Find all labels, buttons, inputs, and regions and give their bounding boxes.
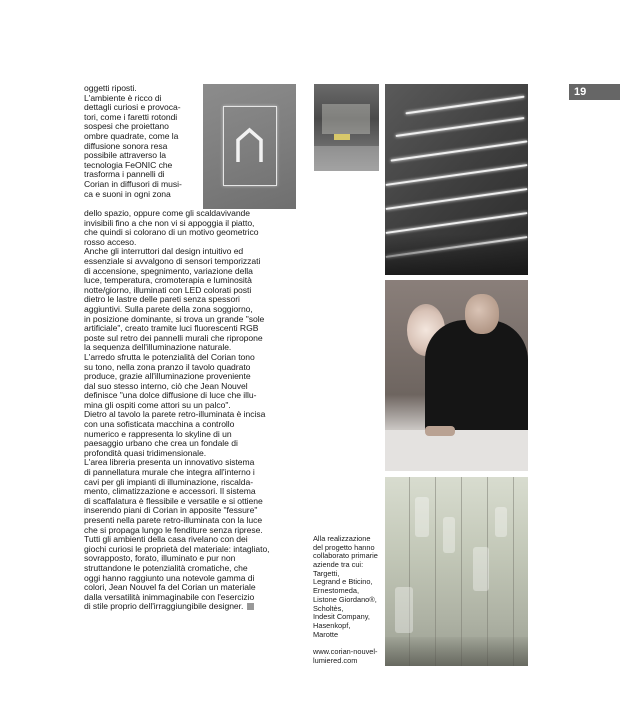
caption-line: Legrand e Bticino, <box>313 577 373 587</box>
text-line: notte/giorno, illuminati con LED colorati posti <box>84 284 252 295</box>
text-line: struttandone le potenzialità cromatiche, che <box>84 562 248 573</box>
text-line: dal suo stesso interno, ciò che Jean Nouvel <box>84 380 248 391</box>
text-line: con una sofisticata macchina a controllo <box>84 419 235 430</box>
text-line: essenziale si avvalgono di sensori temporizzati <box>84 255 261 266</box>
caption-line: Marotte <box>313 629 339 639</box>
text-line: ca e suoni in ogni zona <box>84 188 171 199</box>
body-text-full <box>84 209 270 612</box>
caption-line: aziende tra cui: <box>313 560 364 570</box>
text-line: ombre quadrate, come la <box>84 130 179 141</box>
backlit-wall-photo <box>385 477 528 666</box>
text-line: mento, climatizzazione e accessori. Il sistema <box>84 486 256 497</box>
text-line: che quindi si colorano di un motivo geometrico <box>84 227 259 238</box>
text-line: paesaggio urbano che crea un fondale di <box>84 438 238 449</box>
caption-line: Ernestomeda, <box>313 586 360 596</box>
text-line: di pannellatura murale che integra all'interno i <box>84 467 255 478</box>
text-line: di stile proprio dell'irraggiungibile designer. <box>84 601 244 612</box>
text-line: colori, Jean Nouvel fa del Corian un materiale <box>84 582 256 593</box>
caption-url-line[interactable]: www.corian-nouvel- <box>313 646 378 656</box>
text-line: L'area libreria presenta un innovativo sistema <box>84 457 255 468</box>
text-line: poste sul retro dei pannelli murali che ripropone <box>84 332 263 343</box>
caption-line: del progetto hanno <box>313 542 375 552</box>
text-line: di scaffalatura è flessibile e versatile e si ottiene <box>84 495 263 506</box>
text-line: Dietro al tavolo la parete retro-illuminata è incisa <box>84 409 266 420</box>
end-of-article-marker <box>247 603 254 610</box>
text-line: invisibili fino a che non vi si appoggia il piatto, <box>84 217 255 228</box>
text-line: Tutti gli ambienti della casa rivelano con dei <box>84 534 248 545</box>
illuminated-shelves-photo <box>385 84 528 275</box>
text-line: sovrapposto, forato, illuminato e pur non <box>84 553 236 564</box>
figure-body <box>425 320 528 440</box>
text-line: inserendo piani di Corian in apposite "fessure" <box>84 505 258 516</box>
caption-line: Scholtès, <box>313 603 344 613</box>
text-line: diffusione sonora resa <box>84 140 168 151</box>
text-line: dettagli curiosi e provoca- <box>84 102 181 113</box>
text-line: possibile attraverso la <box>84 150 166 161</box>
text-line: oggetti riposti. <box>84 83 137 93</box>
text-line: tecnologia FeONIC che <box>84 159 173 170</box>
text-line: dietro le lastre delle pareti senza spessori <box>84 294 240 305</box>
interior-small-photo <box>314 84 379 171</box>
last-text-line <box>84 602 270 612</box>
text-line: luce, temperatura, cromoterapia e luminosità <box>84 275 252 286</box>
caption-line: Alla realizzazione <box>313 534 371 543</box>
text-line: sospesi che proiettano <box>84 121 169 132</box>
text-line: profondità quasi tridimensionale. <box>84 447 207 458</box>
text-line: tori, come i faretti rotondi <box>84 111 178 122</box>
text-line: numerico e rappresenta lo skyline di un <box>84 428 232 439</box>
text-line: su tono, nella zona pranzo il tavolo quadrato <box>84 361 251 372</box>
caption-line: Indesit Company, <box>313 612 370 622</box>
text-line: cavi per gli impianti di illuminazione, riscalda- <box>84 476 254 487</box>
credits-caption <box>313 535 378 665</box>
text-line: dello spazio, oppure come gli scaldavivande <box>84 208 251 218</box>
text-line: L'ambiente è ricco di <box>84 92 162 103</box>
text-line: dalla versatilità inimmaginabile con l'esercizio <box>84 591 255 602</box>
text-line: presenti nella parete retro-illuminata con la luce <box>84 515 263 525</box>
text-line: definisce "una dolce diffusione di luce che illu- <box>84 390 257 401</box>
text-line: produce, grazie all'illuminazione proveniente <box>84 371 251 382</box>
text-line: mina gli ospiti come attori su un palco". <box>84 399 231 410</box>
text-line: Anche gli interruttori dal design intuitivo ed <box>84 246 244 257</box>
text-line: la sequenza dell'illuminazione naturale. <box>84 342 232 353</box>
house-outline-icon <box>234 126 265 164</box>
caption-line: Targetti, <box>313 568 340 578</box>
text-line: rosso acceso. <box>84 236 137 247</box>
text-line: che si propaga lungo le fenditure senza riprese. <box>84 524 263 535</box>
text-line: trasforma i pannelli di <box>84 169 165 180</box>
text-line: aggiuntivi. Sulla parete della zona soggiorno, <box>84 303 253 314</box>
text-line: artificiale", creato tramite luci fluorescenti RGB <box>84 323 259 334</box>
caption-line: Hasenkopf, <box>313 620 351 630</box>
text-line: oggi hanno raggiunto una notevole gamma di <box>84 572 255 583</box>
caption-line: collaborato primarie <box>313 551 378 561</box>
caption-url-line[interactable]: lumiered.com <box>313 655 358 665</box>
page-number: 19 <box>574 86 587 98</box>
text-line: L'arredo sfrutta le potenzialità del Corian tono <box>84 351 255 362</box>
text-line: in posizione dominante, si trova un grande "sole <box>84 313 265 324</box>
designer-portrait-photo <box>385 280 528 471</box>
caption-line: Listone Giordano®, <box>313 594 377 604</box>
text-line: giochi curiosi le proprietà del materiale: intagliato, <box>84 543 270 554</box>
house-outline-icon-photo <box>203 84 296 209</box>
body-text-wrapped <box>84 84 182 199</box>
figure-head <box>465 294 499 334</box>
text-line: di accensione, spegnimento, variazione della <box>84 265 253 276</box>
text-line: Corian in diffusori di musi- <box>84 178 182 189</box>
